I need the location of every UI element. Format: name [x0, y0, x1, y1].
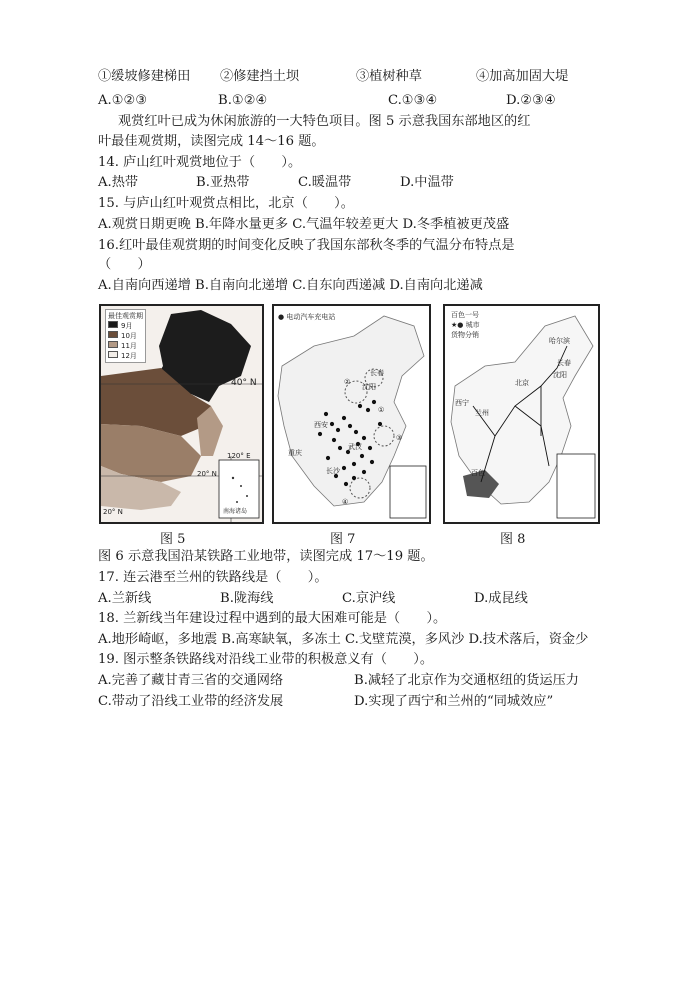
q17-option-b: B.陇海线 [220, 591, 274, 606]
fig5-legend-title: 最佳观赏期 [108, 312, 143, 320]
q19-option-c: C.带动了沿线工业带的经济发展 [98, 694, 284, 709]
q17-stem: 17. 连云港至兰州的铁路线是（ ）。 [98, 570, 328, 585]
fig7-marker-4: ④ [342, 498, 349, 506]
fig5-legend-swatch [108, 351, 118, 358]
measure-1: ①缓坡修建梯田 [98, 69, 191, 84]
measure-3: ③植树种草 [356, 69, 422, 84]
q17-option-c: C.京沪线 [342, 591, 396, 606]
fig8-city-shenyang: 沈阳 [553, 371, 567, 379]
fig7-legend: ● 电动汽车充电站 [278, 313, 336, 321]
fig5-legend-swatch [108, 331, 118, 338]
intro-paragraph-line2: 叶最佳观赏期，读图完成 14～16 题。 [98, 134, 325, 149]
charging-station-dot [354, 430, 358, 434]
fig5-legend-swatch [108, 341, 118, 348]
fig7-city-changchun: 长春 [370, 369, 384, 377]
q15-options: A.观赏日期更晚 B.年降水量更多 C.气温年较差更大 D.冬季植被更茂盛 [98, 217, 510, 232]
charging-station-dot [378, 422, 382, 426]
fig5-legend-label: 10月 [121, 332, 137, 340]
fig5-legend [105, 309, 146, 363]
fig7-city-changsha: 长沙 [326, 467, 340, 475]
q18-stem: 18. 兰新线当年建设过程中遇到的最大困难可能是（ ）。 [98, 611, 447, 626]
fig7-marker-3: ③ [396, 434, 403, 442]
measure-4: ④加高加固大堤 [476, 69, 569, 84]
charging-station-dot [370, 460, 374, 464]
charging-station-dot [372, 400, 376, 404]
charging-station-dot [362, 470, 366, 474]
charging-station-dot [348, 424, 352, 428]
charging-station-dot [342, 466, 346, 470]
fig7-city-shenyang: 沈阳 [362, 383, 376, 391]
charging-station-dot [360, 454, 364, 458]
fig5-lat-north: 40° N [231, 378, 257, 388]
fig8-legend-line: 百色一号 [451, 311, 479, 319]
q19-option-d: D.实现了西宁和兰州的“同城效应” [354, 694, 554, 709]
q18-options: A.地形崎岖，多地震 B.高寒缺氧，多冻土 C.戈壁荒漠，多风沙 D.技术落后，资金少 [98, 632, 589, 647]
fig5-caption: 图 5 [160, 532, 186, 547]
fig8-legend-city: ★● 城市 [451, 321, 480, 329]
charging-station-dot [336, 428, 340, 432]
fig5-lon-label: 120° E [227, 452, 251, 460]
fig7-marker-1: ① [378, 406, 385, 414]
intro-paragraph-line1: 观赏红叶已成为休闲旅游的一大特色项目。图 5 示意我国东部地区的红 [118, 114, 531, 129]
figure-8-map [443, 304, 600, 524]
q16-blank: （ ） [98, 257, 151, 272]
q15-stem: 15. 与庐山红叶观赏点相比，北京（ ）。 [98, 196, 354, 211]
q19-option-b: B.减轻了北京作为交通枢纽的货运压力 [354, 673, 579, 688]
charging-station-dot [326, 456, 330, 460]
figure-7-map [272, 304, 431, 524]
fig8-city-changchun: 长春 [557, 359, 571, 367]
fig5-legend-label: 12月 [121, 352, 137, 360]
fig7-city-xian: 西安 [314, 421, 328, 429]
fig5-legend-label: 11月 [121, 342, 137, 350]
fig8-caption: 图 8 [500, 532, 526, 547]
q14-option-b: B.亚热带 [196, 175, 250, 190]
charging-station-dot [344, 482, 348, 486]
fig8-legend [451, 310, 480, 340]
fig5-lat-south: 20° N [103, 508, 123, 516]
q16-stem: 16.红叶最佳观赏期的时间变化反映了我国东部秋冬季的气温分布特点是 [98, 238, 515, 253]
fig7-caption: 图 7 [330, 532, 356, 547]
charging-station-dot [368, 446, 372, 450]
charging-station-dot [324, 412, 328, 416]
charging-station-dot [352, 462, 356, 466]
fig8-city-harbin: 哈尔滨 [549, 337, 570, 345]
fig5-legend-label: 9月 [121, 322, 133, 330]
q19-stem: 19. 图示整条铁路线对沿线工业带的积极意义有（ ）。 [98, 652, 434, 667]
q13-option-c: C.①③④ [388, 93, 438, 108]
fig5-inset-label: 南海诸岛 [223, 508, 248, 515]
measure-2: ②修建挡土坝 [220, 69, 300, 84]
q13-option-a: A.①②③ [98, 93, 148, 108]
q14-stem: 14. 庐山红叶观赏地位于（ ）。 [98, 155, 302, 170]
fig5-lat-mid: 20° N [197, 470, 217, 478]
charging-station-dot [330, 422, 334, 426]
fig8-city-lanzhou: 兰州 [475, 409, 489, 417]
q14-option-a: A.热带 [98, 175, 139, 190]
q14-option-d: D.中温带 [400, 175, 454, 190]
charging-station-dot [338, 446, 342, 450]
intro-2: 图 6 示意我国沿某铁路工业地带，读图完成 17～19 题。 [98, 549, 434, 564]
fig7-city-chongqing: 重庆 [288, 449, 302, 457]
fig5-legend-item [108, 351, 143, 361]
q14-option-c: C.暖温带 [298, 175, 352, 190]
fig5-legend-item [108, 321, 143, 331]
fig7-marker-2: ② [344, 378, 351, 386]
charging-station-dot [362, 436, 366, 440]
fig8-city-beijing: 北京 [515, 379, 529, 387]
q13-option-b: B.①②④ [218, 93, 268, 108]
q16-options: A.自南向西递增 B.自南向北递增 C.自东向西递减 D.自南向北递减 [98, 278, 483, 293]
figure-7-map-graphic [274, 306, 429, 522]
fig5-legend-item [108, 331, 143, 341]
fig7-city-wuhan: 武汉 [348, 443, 362, 451]
fig8-city-baise: 百色 [471, 469, 485, 477]
q19-option-a: A.完善了藏甘青三省的交通网络 [98, 673, 284, 688]
charging-station-dot [358, 404, 362, 408]
fig5-legend-item [108, 341, 143, 351]
charging-station-dot [366, 408, 370, 412]
q13-option-d: D.②③④ [506, 93, 556, 108]
fig8-legend-goods: 货物分销 [451, 331, 479, 339]
charging-station-dot [352, 476, 356, 480]
charging-station-dot [318, 432, 322, 436]
q17-option-a: A.兰新线 [98, 591, 152, 606]
figure-5-map [99, 304, 264, 524]
fig8-city-xining: 西宁 [455, 399, 469, 407]
charging-station-dot [332, 438, 336, 442]
q17-option-d: D.成昆线 [474, 591, 528, 606]
fig5-legend-swatch [108, 321, 118, 328]
charging-station-dot [342, 416, 346, 420]
